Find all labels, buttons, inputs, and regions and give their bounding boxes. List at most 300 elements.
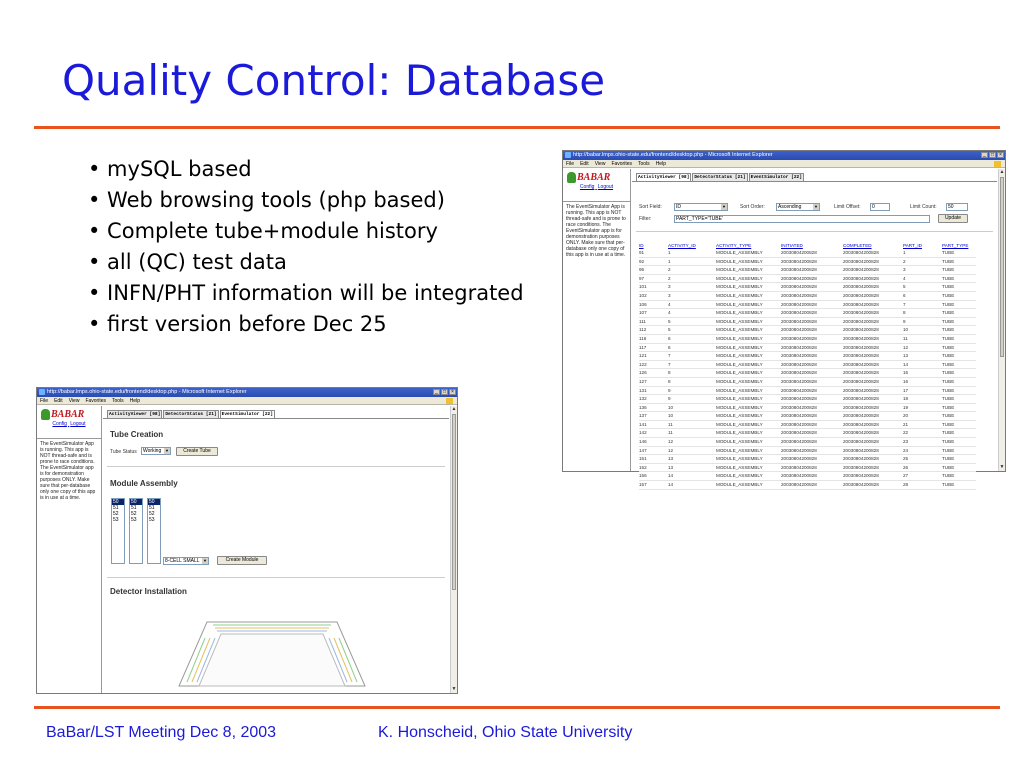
table-cell: 1 [668,249,716,257]
table-cell: MODULE_ASSEMBLY [716,446,781,455]
table-cell: 147 [639,446,668,455]
table-cell: TUBE [942,283,976,292]
table-cell: 95 [639,266,668,275]
table-row[interactable] [639,463,976,472]
table-cell: MODULE_ASSEMBLY [716,412,781,421]
module-type-value: 8-CELL SMALL [165,558,200,564]
table-cell: TUBE [942,386,976,395]
table-cell: MODULE_ASSEMBLY [716,429,781,438]
table-cell: 14 [668,472,716,481]
table-cell: 21 [903,420,942,429]
col-header-activity-id[interactable]: ACTIVITY_ID [668,242,696,248]
table-cell: 3 [668,291,716,300]
table-cell: TUBE [942,412,976,421]
config-link[interactable]: Config [52,421,67,427]
table-cell: 3 [903,266,942,275]
table-row[interactable] [639,377,976,386]
menu-file[interactable]: File [566,161,575,167]
table-cell: 20030804200828 [843,291,903,300]
table-cell: 91 [639,249,668,257]
menu-bar [563,160,1005,168]
window-titlebar [563,151,1005,160]
table-cell: 9 [903,317,942,326]
windows-flag-icon [446,398,453,404]
table-cell: MODULE_ASSEMBLY [716,266,781,275]
table-cell: 11 [668,429,716,438]
table-cell: 20030804200828 [781,377,843,386]
table-cell: MODULE_ASSEMBLY [716,481,781,490]
table-cell: 17 [903,386,942,395]
table-cell: 106 [639,300,668,309]
col-header-part-type[interactable]: PART_TYPE [942,242,969,248]
limit-offset-input[interactable] [870,203,890,211]
table-cell: 4 [668,300,716,309]
table-cell: 3 [668,283,716,292]
bullet-item: • mySQL based [88,157,252,181]
table-cell: 156 [639,472,668,481]
table-cell: MODULE_ASSEMBLY [716,249,781,257]
table-cell: 20030804200828 [843,266,903,275]
tab-bar [103,406,449,419]
scroll-up-icon[interactable]: ▲ [451,406,457,412]
divider [636,231,993,232]
menu-view[interactable]: View [594,161,606,167]
table-cell: 7 [903,300,942,309]
table-cell: TUBE [942,420,976,429]
sort-order-select[interactable] [776,203,820,211]
table-cell: 20030804200828 [843,412,903,421]
table-cell: TUBE [942,300,976,309]
table-row[interactable] [639,249,976,257]
table-row[interactable] [639,266,976,275]
table-row[interactable] [639,420,976,429]
table-cell: 24 [903,446,942,455]
table-cell: 20030804200828 [781,257,843,266]
table-cell: 14 [668,481,716,490]
table-cell: 19 [903,403,942,412]
table-row[interactable] [639,343,976,352]
close-button[interactable]: × [997,152,1004,158]
table-cell: 23 [903,438,942,447]
detector-diagram [177,618,367,688]
table-cell: TUBE [942,360,976,369]
table-cell: 97 [639,274,668,283]
table-cell: TUBE [942,326,976,335]
activity-table [639,241,976,490]
table-row[interactable] [639,360,976,369]
table-cell: 20030804200828 [781,386,843,395]
table-row[interactable] [639,386,976,395]
table-row[interactable] [639,481,976,490]
sort-field-select[interactable] [674,203,728,211]
table-cell: 1 [903,249,942,257]
table-cell: 1 [668,257,716,266]
table-cell: TUBE [942,377,976,386]
menu-tools[interactable]: Tools [112,398,124,404]
table-row[interactable] [639,429,976,438]
table-cell: 20030804200828 [781,472,843,481]
list-item[interactable]: 50 [130,499,142,505]
table-row[interactable] [639,446,976,455]
table-cell: MODULE_ASSEMBLY [716,291,781,300]
divider [107,466,445,467]
table-cell: 13 [668,463,716,472]
chevron-down-icon: ▼ [814,204,818,209]
table-cell: 20030804200828 [781,395,843,404]
bullet-item: • Complete tube+module history [88,219,438,243]
table-cell: 2 [903,257,942,266]
list-item[interactable]: 53 [131,517,137,523]
table-cell: 20030804200828 [781,369,843,378]
activity-viewer-window [562,150,1006,488]
table-cell: 20030804200828 [843,334,903,343]
bullet-item: • all (QC) test data [88,250,287,274]
close-button[interactable]: × [449,389,456,395]
col-header-activity-type[interactable]: ACTIVITY_TYPE [716,242,752,248]
app-notice: The EventSimulator App is running. This app is NOT thread-safe and is prone to race conditions. The EventSimulator app is for demonstration purposes ONLY. Make sure that per-database only one copy of this app is in use at a time. [37,438,101,503]
table-row[interactable] [639,257,976,266]
table-cell: 25 [903,455,942,464]
table-cell: 20030804200828 [781,317,843,326]
bullet-item: • first version before Dec 25 [88,312,387,336]
chevron-down-icon: ▼ [203,558,207,563]
table-cell: 22 [903,429,942,438]
create-module-button[interactable]: Create Module [217,556,267,565]
table-cell: 9 [668,386,716,395]
tab-bar [632,169,997,182]
table-cell: TUBE [942,463,976,472]
table-row[interactable] [639,274,976,283]
table-cell: TUBE [942,395,976,404]
bullet-item: • Web browsing tools (php based) [88,188,445,212]
limit-count-input[interactable] [946,203,968,211]
table-cell: 28 [903,481,942,490]
update-button[interactable]: Update [938,214,968,223]
table-cell: MODULE_ASSEMBLY [716,403,781,412]
table-cell: 20030804200828 [843,317,903,326]
babar-logo [563,169,630,183]
table-cell: 152 [639,463,668,472]
table-cell: 20030804200828 [781,266,843,275]
window-title: http://babar.lmps.ohio-state.edu/frontend/desktop.php - Microsoft Internet Explorer [47,389,247,395]
menu-help[interactable]: Help [655,161,666,167]
table-cell: 20030804200828 [843,360,903,369]
detector-layer [339,638,357,682]
table-cell: 7 [668,360,716,369]
table-row[interactable] [639,412,976,421]
table-cell: 111 [639,317,668,326]
left-panel [37,406,102,693]
list-item[interactable]: 50 [148,499,160,505]
table-row[interactable] [639,334,976,343]
detector-inner-frame [199,634,345,686]
table-cell: 6 [668,343,716,352]
tube-list-3[interactable] [147,498,161,564]
table-cell: 20030804200828 [843,309,903,318]
table-cell: 20030804200828 [781,420,843,429]
table-cell: 4 [668,309,716,318]
col-header-completed[interactable]: COMPLETED [843,242,872,248]
table-row[interactable] [639,403,976,412]
table-cell: TUBE [942,249,976,257]
table-row[interactable] [639,309,976,318]
table-cell: 11 [903,334,942,343]
table-cell: MODULE_ASSEMBLY [716,420,781,429]
table-cell: 126 [639,369,668,378]
table-cell: TUBE [942,455,976,464]
babar-elephant-icon [41,409,50,420]
table-cell: 20030804200828 [781,403,843,412]
menu-favorites[interactable]: Favorites [611,161,632,167]
table-cell: MODULE_ASSEMBLY [716,343,781,352]
window-controls [433,389,456,395]
table-cell: 141 [639,420,668,429]
tube-list-1[interactable] [111,498,125,564]
table-cell: MODULE_ASSEMBLY [716,369,781,378]
sort-field-label: Sort Field: [639,204,662,210]
table-cell: 20030804200828 [781,446,843,455]
scroll-up-icon[interactable]: ▲ [999,169,1005,175]
table-cell: 20030804200828 [781,438,843,447]
table-cell: 20030804200828 [843,274,903,283]
table-cell: MODULE_ASSEMBLY [716,309,781,318]
table-cell: 10 [668,412,716,421]
logout-link[interactable]: Logout [70,421,86,427]
minimize-button[interactable]: _ [433,389,440,395]
table-cell: TUBE [942,352,976,361]
table-cell: 20030804200828 [781,429,843,438]
table-cell: 20030804200828 [843,472,903,481]
table-cell: TUBE [942,266,976,275]
menu-tools[interactable]: Tools [638,161,650,167]
table-cell: TUBE [942,403,976,412]
minimize-button[interactable]: _ [981,152,988,158]
table-cell: TUBE [942,309,976,318]
table-cell: 116 [639,334,668,343]
table-row[interactable] [639,438,976,447]
table-cell: 20030804200828 [843,377,903,386]
list-item[interactable]: 51 [149,505,155,511]
logout-link[interactable]: Logout [597,184,614,190]
sort-order-value: Ascending [778,204,802,210]
menu-bar [37,397,457,405]
table-cell: 13 [668,455,716,464]
bullet-item: • INFN/PHT information will be integrated [88,281,524,305]
nav-links [37,421,101,427]
table-cell: 20030804200828 [843,369,903,378]
table-cell: 20030804200828 [843,386,903,395]
table-row[interactable] [639,326,976,335]
table-cell: MODULE_ASSEMBLY [716,455,781,464]
table-cell: 20030804200828 [843,249,903,257]
table-cell: 14 [903,360,942,369]
menu-edit[interactable]: Edit [580,161,589,167]
col-header-part-id[interactable]: PART_ID [903,242,922,248]
footer-author: K. Honscheid, Ohio State University [378,724,633,741]
table-cell: 20030804200828 [781,283,843,292]
list-item[interactable]: 52 [113,511,119,517]
maximize-button[interactable]: □ [442,389,447,395]
table-row[interactable] [639,291,976,300]
table-cell: 26 [903,463,942,472]
window-titlebar [37,388,457,397]
tube-status-value: Working [143,448,162,454]
bottom-divider [34,706,1000,709]
table-cell: 157 [639,481,668,490]
table-row[interactable] [639,352,976,361]
table-cell: TUBE [942,291,976,300]
table-cell: 20030804200828 [843,326,903,335]
list-item[interactable]: 51 [131,505,137,511]
table-cell: 20030804200828 [843,463,903,472]
table-cell: 20030804200828 [843,343,903,352]
col-header-id[interactable]: ID [639,242,644,248]
windows-flag-icon [994,161,1001,167]
table-cell: 10 [668,403,716,412]
table-cell: 20030804200828 [781,360,843,369]
menu-help[interactable]: Help [129,398,140,404]
table-cell: 12 [903,343,942,352]
table-cell: 27 [903,472,942,481]
table-cell: MODULE_ASSEMBLY [716,377,781,386]
table-cell: 18 [903,395,942,404]
menu-favorites[interactable]: Favorites [85,398,106,404]
table-row[interactable] [639,317,976,326]
table-cell: 20030804200828 [843,438,903,447]
table-cell: 10 [903,326,942,335]
table-cell: MODULE_ASSEMBLY [716,326,781,335]
table-row[interactable] [639,455,976,464]
limit-offset-label: Limit Offset: [834,204,861,210]
sort-order-label: Sort Order: [740,204,765,210]
tab-event-simulator[interactable]: EventSimulator [22] [221,412,273,417]
table-cell: 137 [639,412,668,421]
table-cell: 20030804200828 [781,481,843,490]
table-cell: 107 [639,309,668,318]
scroll-down-icon[interactable]: ▼ [999,464,1005,470]
create-tube-button[interactable]: Create Tube [176,447,218,456]
scroll-down-icon[interactable]: ▼ [451,686,457,692]
table-cell: MODULE_ASSEMBLY [716,438,781,447]
list-item[interactable]: 53 [149,517,155,523]
left-panel [563,169,631,471]
list-item[interactable]: 50 [112,499,124,505]
tube-creation-title: Tube Creation [110,430,164,439]
table-row[interactable] [639,395,976,404]
window-title: http://babar.lmps.ohio-state.edu/frontend/desktop.php - Microsoft Internet Explorer [573,152,773,158]
table-cell: 142 [639,429,668,438]
table-cell: TUBE [942,317,976,326]
table-cell: 6 [903,291,942,300]
table-cell: 20030804200828 [781,274,843,283]
tab-detector-status[interactable]: DetectorStatus [21] [165,412,217,417]
maximize-button[interactable]: □ [990,152,995,158]
table-cell: 7 [668,352,716,361]
table-cell: 122 [639,360,668,369]
table-cell: MODULE_ASSEMBLY [716,283,781,292]
table-cell: 127 [639,377,668,386]
footer-meeting: BaBar/LST Meeting Dec 8, 2003 [46,724,277,741]
list-item[interactable]: 53 [113,517,119,523]
table-row[interactable] [639,472,976,481]
table-cell: 92 [639,257,668,266]
table-cell: 151 [639,455,668,464]
vertical-scrollbar[interactable] [998,169,1005,471]
table-cell: MODULE_ASSEMBLY [716,352,781,361]
table-cell: TUBE [942,446,976,455]
table-cell: 2 [668,274,716,283]
app-notice: The EventSimulator App is running. This app is NOT thread-safe and is prone to race conditions. The EventSimulator app is for demonstration purposes ONLY. Make sure that per-database only one copy of this app is in use at a time. [563,201,630,260]
event-simulator-window [36,387,458,694]
tab-event-simulator[interactable]: EventSimulator [22] [750,175,802,180]
table-row[interactable] [639,283,976,292]
ie-icon [565,152,571,158]
table-cell: 112 [639,326,668,335]
list-item[interactable]: 52 [149,511,155,517]
config-link[interactable]: Config [579,184,595,190]
scroll-thumb[interactable] [452,414,456,590]
scroll-thumb[interactable] [1000,177,1004,357]
filter-value: PART_TYPE='TUBE' [676,216,723,222]
table-cell: 20030804200828 [781,352,843,361]
vertical-scrollbar[interactable] [450,406,457,693]
tube-list-2[interactable] [129,498,143,564]
tube-status-select[interactable] [141,447,171,455]
table-cell: 20030804200828 [781,300,843,309]
list-item[interactable]: 51 [113,505,119,511]
tab-detector-status[interactable]: DetectorStatus [21] [694,175,746,180]
table-cell: TUBE [942,429,976,438]
tab-activity-viewer[interactable]: ActivityViewer [98] [109,412,161,417]
divider [107,577,445,578]
limit-offset-value: 0 [872,204,875,210]
table-row[interactable] [639,300,976,309]
detector-layer [187,638,205,682]
limit-count-value: 50 [948,204,954,210]
table-cell: 20030804200828 [843,283,903,292]
tab-activity-viewer[interactable]: ActivityViewer [98] [638,175,690,180]
table-cell: 16 [903,377,942,386]
table-cell: TUBE [942,343,976,352]
bullet-list [88,154,524,340]
table-cell: 121 [639,352,668,361]
menu-edit[interactable]: Edit [54,398,63,404]
top-divider [34,126,1000,129]
table-cell: 20030804200828 [843,300,903,309]
table-cell: MODULE_ASSEMBLY [716,317,781,326]
table-cell: 13 [903,352,942,361]
table-cell: TUBE [942,274,976,283]
table-cell: MODULE_ASSEMBLY [716,472,781,481]
table-cell: 101 [639,283,668,292]
table-cell: 9 [668,395,716,404]
list-item[interactable]: 52 [131,511,137,517]
table-row[interactable] [639,369,976,378]
table-cell: 146 [639,438,668,447]
table-cell: TUBE [942,334,976,343]
filter-input[interactable] [674,215,930,223]
table-header-row [639,241,976,249]
logo-text: BABAR [577,172,611,183]
col-header-initiated[interactable]: INITIATED [781,242,803,248]
table-cell: 12 [668,438,716,447]
filter-label: Filter: [639,216,652,222]
table-cell: 20030804200828 [781,455,843,464]
module-type-select[interactable] [163,557,209,565]
babar-elephant-icon [567,172,576,183]
menu-view[interactable]: View [68,398,80,404]
menu-file[interactable]: File [40,398,49,404]
